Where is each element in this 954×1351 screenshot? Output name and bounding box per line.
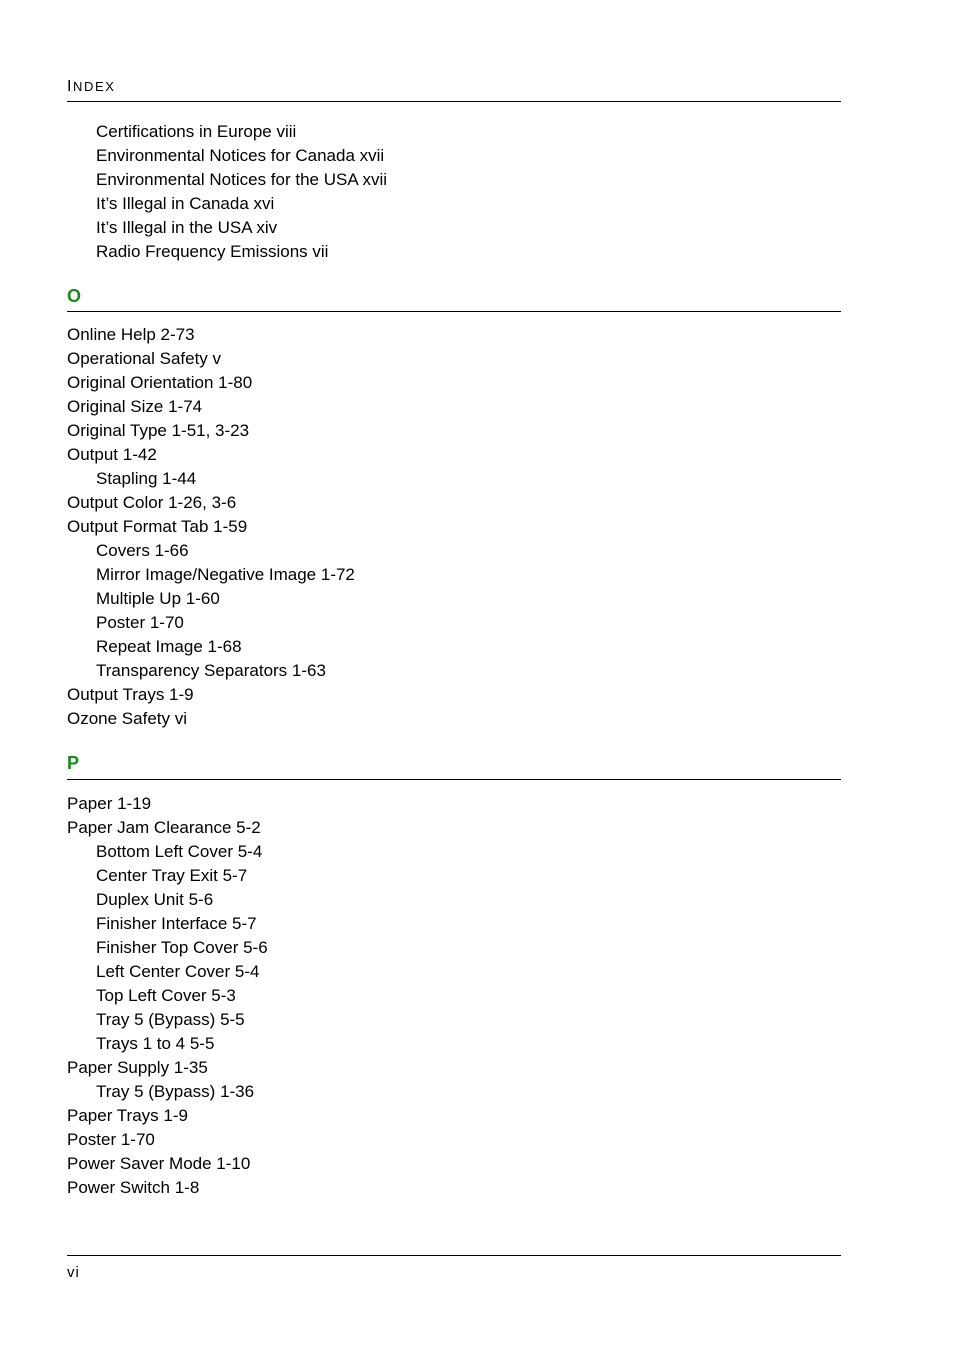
index-entry: Paper Supply 1-35 (67, 1058, 208, 1077)
index-subentry: Tray 5 (Bypass) 5-5 (96, 1010, 245, 1029)
index-entry: Power Switch 1-8 (67, 1178, 200, 1197)
index-entry: Output Color 1-26, 3-6 (67, 493, 237, 512)
index-subentry: Certifications in Europe viii (96, 122, 297, 141)
index-subentry: Radio Frequency Emissions vii (96, 242, 329, 261)
index-entry: Output 1-42 (67, 445, 157, 464)
index-subentry: Environmental Notices for the USA xvii (96, 170, 388, 189)
index-subentry: Top Left Cover 5-3 (96, 986, 236, 1005)
index-subentry: Poster 1-70 (96, 613, 184, 632)
index-subentry: Center Tray Exit 5-7 (96, 866, 248, 885)
section-p-rule (67, 779, 841, 780)
running-head (67, 78, 116, 96)
index-entry: Original Orientation 1-80 (67, 373, 253, 392)
index-subentry: It’s Illegal in the USA xiv (96, 218, 278, 237)
index-entry: Paper 1-19 (67, 794, 152, 813)
index-subentry: Tray 5 (Bypass) 1-36 (96, 1082, 255, 1101)
index-subentry: Repeat Image 1-68 (96, 637, 242, 656)
index-subentry: Multiple Up 1-60 (96, 589, 220, 608)
index-subentry: Covers 1-66 (96, 541, 189, 560)
continued-entries-list (67, 120, 841, 264)
index-subentry: Stapling 1-44 (96, 469, 197, 488)
section-o-entries (67, 323, 841, 731)
index-subentry: It’s Illegal in Canada xvi (96, 194, 275, 213)
index-entry: Power Saver Mode 1-10 (67, 1154, 251, 1173)
index-subentry: Transparency Separators 1-63 (96, 661, 326, 680)
section-o-rule (67, 311, 841, 312)
running-head-initial: I (67, 78, 74, 95)
index-entry: Operational Safety v (67, 349, 222, 368)
index-subentry: Finisher Top Cover 5-6 (96, 938, 268, 957)
index-entry: Paper Trays 1-9 (67, 1106, 188, 1125)
footer-rule (67, 1255, 841, 1256)
index-subentry: Environmental Notices for Canada xvii (96, 146, 385, 165)
index-entry: Output Format Tab 1-59 (67, 517, 248, 536)
index-subentry: Duplex Unit 5-6 (96, 890, 214, 909)
index-subentry: Finisher Interface 5-7 (96, 914, 257, 933)
index-subentry: Trays 1 to 4 5-5 (96, 1034, 215, 1053)
index-entry: Original Type 1-51, 3-23 (67, 421, 250, 440)
running-head-rest: NDEX (73, 79, 116, 94)
page-number: vi (67, 1264, 80, 1281)
header-rule (67, 101, 841, 102)
index-subentry: Bottom Left Cover 5-4 (96, 842, 263, 861)
section-letter-p: P (67, 753, 80, 773)
index-subentry: Mirror Image/Negative Image 1-72 (96, 565, 355, 584)
section-p-entries (67, 792, 841, 1200)
section-letter-o: O (67, 286, 82, 306)
index-entry: Poster 1-70 (67, 1130, 155, 1149)
index-entry: Online Help 2-73 (67, 325, 195, 344)
index-entry: Ozone Safety vi (67, 709, 188, 728)
index-entry: Original Size 1-74 (67, 397, 203, 416)
index-entry: Output Trays 1-9 (67, 685, 194, 704)
index-entry: Paper Jam Clearance 5-2 (67, 818, 261, 837)
index-subentry: Left Center Cover 5-4 (96, 962, 260, 981)
